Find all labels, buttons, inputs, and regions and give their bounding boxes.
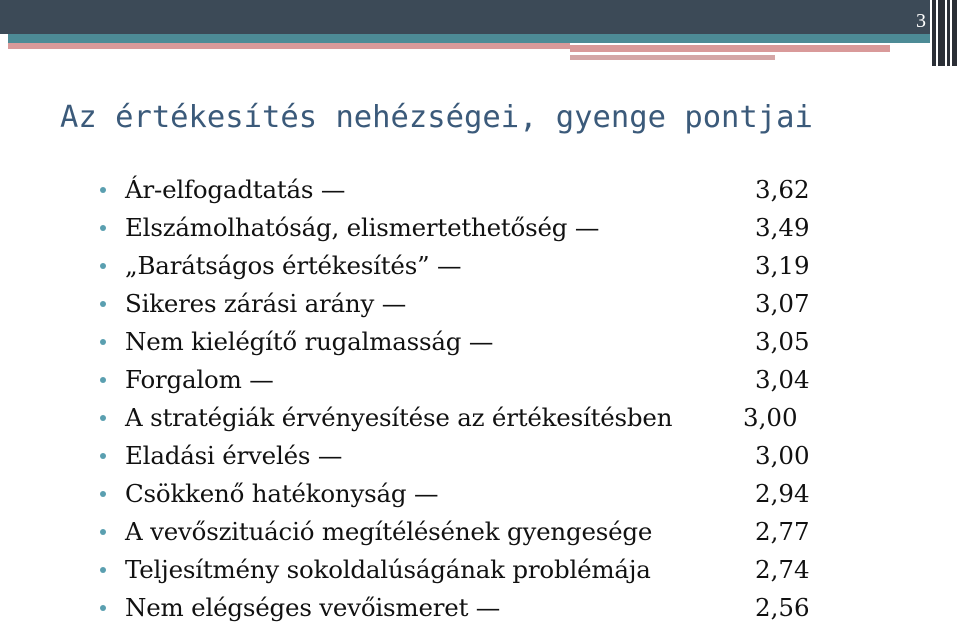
header-band-rose-lower [570,55,775,60]
list-item [100,475,840,513]
item-value: 3,49 [755,213,810,242]
list-item [100,209,840,247]
header-stripe [932,0,936,66]
item-value: 3,04 [755,365,810,394]
item-label: A vevőszituáció megítélésének gyengesége [125,517,653,546]
list-item [100,171,840,209]
item-value: 2,74 [755,555,810,584]
bullet-icon [100,453,106,459]
item-label: Nem kielégítő rugalmasság — [125,327,494,356]
header-band-dark [0,0,930,34]
header-band-rose-right [570,45,890,52]
page-number: 3 [916,10,926,32]
item-label: „Barátságos értékesítés” — [125,251,462,280]
bullet-icon [100,605,106,611]
list-item [100,361,840,399]
header-band-teal [8,34,930,43]
bullet-icon [100,225,106,231]
item-label: Nem elégséges vevőismeret — [125,593,501,622]
item-label: Sikeres zárási arány — [125,289,406,318]
header-stripe [952,0,957,66]
item-value: 3,07 [755,289,810,318]
list-item [100,323,840,361]
item-value: 3,05 [755,327,810,356]
bullet-icon [100,263,106,269]
bullet-icon [100,567,106,573]
item-label: Forgalom — [125,365,274,394]
item-label: A stratégiák érvényesítése az értékesítésben [125,403,673,432]
item-label: Teljesítmény sokoldalúságának problémája [125,555,651,584]
item-value: 3,62 [755,175,810,204]
header-band-rose [8,43,570,49]
header-stripe [947,0,950,66]
item-value: 2,94 [755,479,810,508]
item-value: 3,00 [755,441,810,470]
bullet-icon [100,529,106,535]
item-value: 2,56 [755,593,810,622]
item-label: Ár-elfogadtatás — [125,175,346,204]
list-item [100,247,840,285]
item-label: Eladási érvelés — [125,441,343,470]
bullet-icon [100,491,106,497]
bullet-icon [100,339,106,345]
list-item [100,399,840,437]
list-item [100,551,840,589]
item-label: Csökkenő hatékonyság — [125,479,439,508]
bullet-list [100,171,840,627]
list-item [100,589,840,627]
bullet-icon [100,377,106,383]
bullet-icon [100,301,106,307]
item-value: 3,00 [743,403,798,432]
slide-title: Az értékesítés nehézségei, gyenge pontjai [60,100,813,135]
list-item [100,513,840,551]
bullet-icon [100,415,106,421]
list-item [100,285,840,323]
bullet-icon [100,187,106,193]
item-label: Elszámolhatóság, elismertethetőség — [125,213,600,242]
header-stripe [938,0,945,66]
item-value: 3,19 [755,251,810,280]
item-value: 2,77 [755,517,810,546]
list-item [100,437,840,475]
